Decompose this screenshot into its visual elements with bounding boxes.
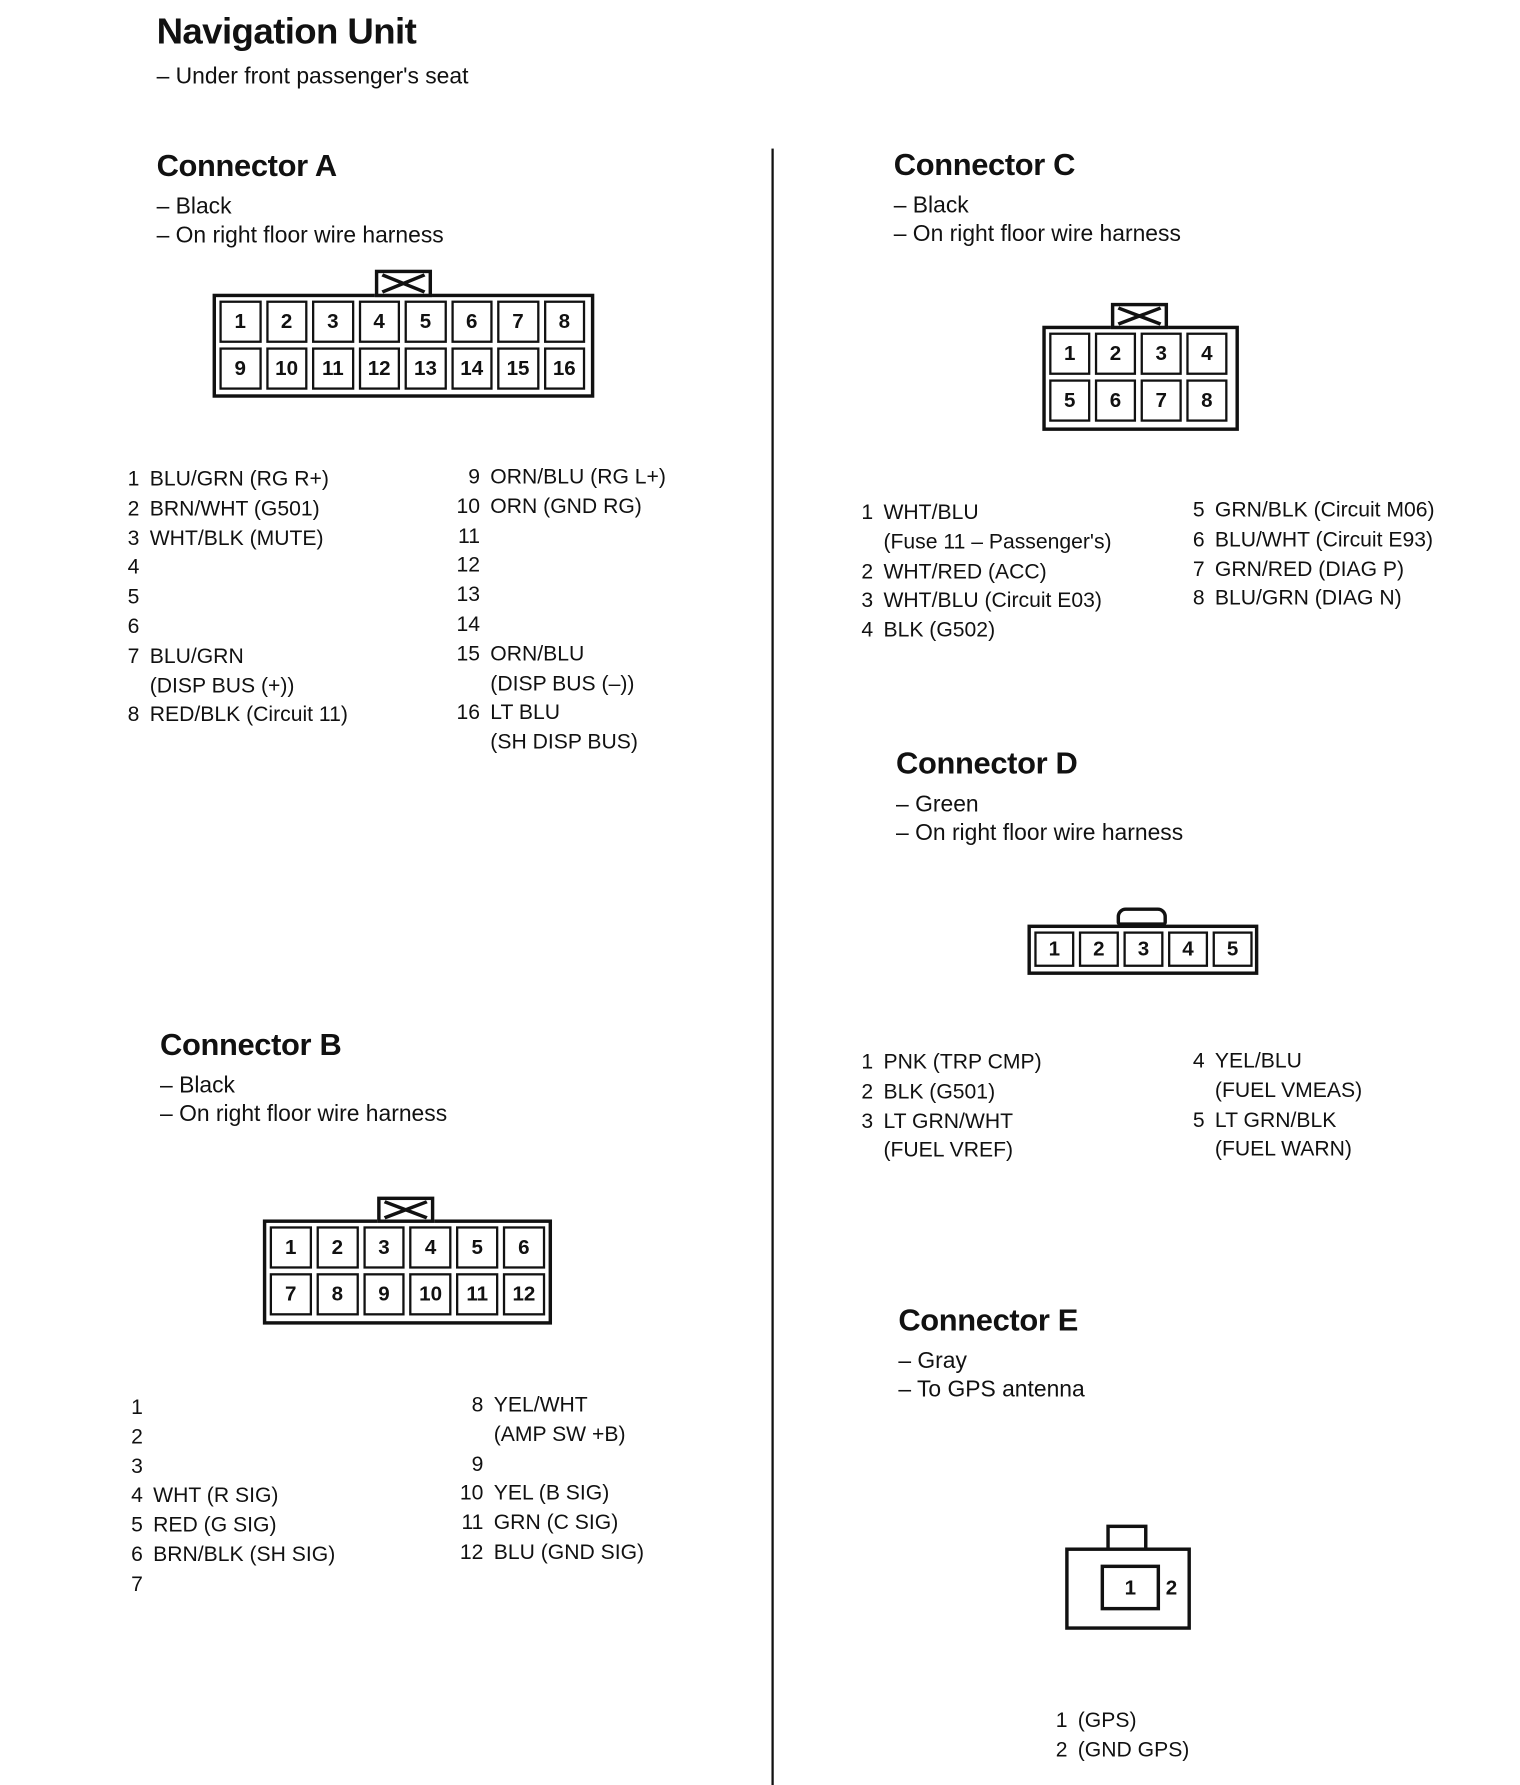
connector-c-pins-left <box>848 497 1112 644</box>
pin-wire: GRN (C SIG) <box>493 1509 619 1534</box>
connector-cell: 1 <box>270 1226 312 1268</box>
connector-cell: 11 <box>456 1273 498 1315</box>
pin-wire: PNK (TRP CMP) <box>883 1049 1042 1074</box>
pin-wire: BLU (GND SIG) <box>493 1539 645 1564</box>
pin-row <box>458 1478 644 1507</box>
latch-icon <box>1111 303 1168 329</box>
pin-number: 8 <box>127 702 140 727</box>
pin-number: 1 <box>131 1394 143 1419</box>
connector-d-diagram <box>1027 925 1258 975</box>
pin-number: 10 <box>456 493 481 518</box>
pin-number: 7 <box>131 1571 143 1596</box>
pin-row <box>1179 524 1434 553</box>
pin-row <box>455 462 666 491</box>
pin-row <box>118 1569 336 1598</box>
pin-number: 12 <box>456 552 481 577</box>
connector-cell: 11 <box>312 347 354 389</box>
connector-a-color: – Black <box>156 194 232 220</box>
connector-cell: 4 <box>358 301 400 343</box>
pin-row <box>1179 583 1434 612</box>
pin-wire: WHT/BLK (MUTE) <box>149 525 324 550</box>
pin-number: 8 <box>1192 585 1205 610</box>
pin-number: 9 <box>468 464 481 489</box>
connector-a-pins-left <box>114 464 348 729</box>
pin-number: 2 <box>861 1078 874 1103</box>
connector-cell: 9 <box>363 1273 405 1315</box>
pin-number: 1 <box>861 1049 874 1074</box>
connector-cell: 5 <box>405 301 447 343</box>
pin-row <box>118 1451 336 1480</box>
pin-row <box>114 552 348 581</box>
pin-wire: RED/BLK (Circuit 11) <box>149 702 348 727</box>
pin-row <box>455 580 666 609</box>
pin-number: 4 <box>127 554 140 579</box>
pin-wire: LT BLU (SH DISP BUS) <box>490 699 638 754</box>
pin-number: 2 <box>131 1423 143 1448</box>
pin-wire: BLU/GRN (DISP BUS (+)) <box>149 643 295 697</box>
pin-number: 5 <box>1192 497 1205 522</box>
pin-wire: BLK (G501) <box>883 1078 996 1103</box>
connector-cell: 16 <box>543 347 585 389</box>
connector-cell: 14 <box>451 347 493 389</box>
connector-cell: 2 <box>266 301 308 343</box>
connector-cell: 15 <box>497 347 539 389</box>
connector-cell: 2 <box>1095 333 1136 375</box>
pin-number: 6 <box>131 1541 143 1566</box>
connector-cell: 5 <box>456 1226 498 1268</box>
connector-cell: 3 <box>363 1226 405 1268</box>
pin-number: 3 <box>861 587 874 612</box>
connector-cell: 5 <box>1213 931 1253 966</box>
pin-number: 16 <box>456 699 481 724</box>
pin-wire: WHT (R SIG) <box>153 1482 279 1507</box>
connector-a-location: – On right floor wire harness <box>156 222 444 249</box>
connector-b-pins-left <box>118 1392 336 1598</box>
connector-cell: 3 <box>1141 333 1182 375</box>
pin-row <box>1179 554 1434 583</box>
connector-b-location: – On right floor wire harness <box>160 1101 448 1127</box>
connector-a-pins-right <box>455 462 666 757</box>
connector-b-pins-right <box>458 1390 644 1567</box>
connector-d-pins-right <box>1179 1046 1362 1164</box>
pin-row <box>118 1539 336 1568</box>
pin-row <box>114 611 348 640</box>
pin-wire: WHT/BLU (Fuse 11 – Passenger's) <box>883 499 1112 553</box>
pin-row <box>118 1481 336 1510</box>
connector-cell: 12 <box>358 347 400 389</box>
pin-row <box>118 1392 336 1421</box>
connector-cell: 2 <box>1165 1576 1178 1599</box>
pin-number: 14 <box>456 611 481 636</box>
connector-cell: 10 <box>266 347 308 389</box>
connector-e-heading: Connector E <box>898 1302 1079 1338</box>
pin-row <box>848 556 1112 585</box>
connector-b-heading: Connector B <box>160 1027 342 1062</box>
connector-cell: 6 <box>1095 379 1136 421</box>
pin-row <box>455 550 666 579</box>
pin-number: 7 <box>127 643 140 668</box>
pin-number: 13 <box>456 581 481 606</box>
pin-number: 6 <box>127 613 140 638</box>
pin-wire: WHT/RED (ACC) <box>883 558 1047 583</box>
pin-number: 4 <box>1192 1048 1205 1073</box>
connector-d-pins-left <box>848 1047 1042 1165</box>
pin-wire: YEL/BLU (FUEL VMEAS) <box>1214 1048 1363 1102</box>
pin-number: 3 <box>127 525 140 550</box>
pin-number: 10 <box>459 1480 484 1505</box>
pin-number: 11 <box>461 1509 484 1534</box>
pin-row <box>458 1449 644 1478</box>
connector-cell: 1 <box>1034 931 1074 966</box>
connector-c-color: – Black <box>893 193 969 219</box>
pin-number: 5 <box>131 1512 143 1537</box>
latch-icon <box>377 1197 434 1223</box>
connector-cell: 1 <box>219 301 261 343</box>
pin-number: 2 <box>861 558 874 583</box>
pin-row <box>848 1106 1042 1165</box>
connector-e-diagram <box>1065 1547 1191 1629</box>
connector-cell: 13 <box>405 347 447 389</box>
pin-number: 4 <box>861 617 874 642</box>
pin-number: 1 <box>127 466 140 491</box>
connector-cell: 4 <box>1168 931 1208 966</box>
latch-icon <box>1117 907 1167 925</box>
pin-number: 4 <box>131 1482 143 1507</box>
connector-cell: 6 <box>451 301 493 343</box>
pin-row <box>458 1537 644 1566</box>
pin-wire: ORN/BLU (DISP BUS (–)) <box>490 640 635 695</box>
pin-wire: YEL (B SIG) <box>493 1480 610 1505</box>
connector-c-location: – On right floor wire harness <box>893 221 1181 247</box>
pin-number: 2 <box>127 495 140 520</box>
pin-row <box>848 586 1112 615</box>
pin-number: 3 <box>861 1108 874 1133</box>
pin-number: 1 <box>861 499 874 524</box>
pin-number: 7 <box>1192 556 1205 581</box>
connector-d-color: – Green <box>896 792 979 818</box>
pin-row <box>1042 1705 1189 1734</box>
connector-e-pins <box>1042 1705 1189 1764</box>
connector-cell: 4 <box>410 1226 452 1268</box>
pin-wire: RED (G SIG) <box>153 1512 277 1537</box>
pin-row <box>848 497 1112 556</box>
connector-c-diagram <box>1042 326 1239 431</box>
pin-row <box>114 464 348 493</box>
pin-row <box>848 1076 1042 1105</box>
connector-cell: 8 <box>543 301 585 343</box>
page-title: Navigation Unit <box>156 10 417 52</box>
pin-wire: BLU/GRN (DIAG N) <box>1214 585 1402 610</box>
pin-wire: (GPS) <box>1077 1707 1137 1732</box>
pin-row <box>455 609 666 638</box>
pin-wire: BRN/WHT (G501) <box>149 495 320 520</box>
pin-row <box>1042 1735 1189 1764</box>
connector-c-pins-right <box>1179 495 1434 613</box>
page-subtitle: – Under front passenger's seat <box>156 64 469 90</box>
connector-cell: 1 <box>1101 1565 1160 1611</box>
pin-row <box>1179 495 1434 524</box>
connector-d-heading: Connector D <box>896 746 1078 781</box>
connector-cell: 9 <box>219 347 261 389</box>
pin-wire: BLU/GRN (RG R+) <box>149 466 329 491</box>
connector-cell: 2 <box>316 1226 358 1268</box>
pin-wire: ORN (GND RG) <box>490 493 642 518</box>
latch-icon <box>375 270 432 297</box>
connector-b-diagram <box>263 1219 552 1324</box>
pin-row <box>1179 1046 1362 1105</box>
connector-cell: 4 <box>1186 333 1227 375</box>
pin-wire: LT GRN/BLK (FUEL WARN) <box>1214 1107 1352 1161</box>
pin-row <box>455 491 666 520</box>
pin-number: 9 <box>471 1451 484 1476</box>
pin-row <box>458 1508 644 1537</box>
pin-number: 11 <box>458 522 481 547</box>
pin-wire: BLK (G502) <box>883 617 996 642</box>
connector-a-diagram <box>213 294 595 398</box>
pin-number: 12 <box>459 1539 484 1564</box>
connector-cell: 7 <box>497 301 539 343</box>
pin-row <box>114 641 348 700</box>
pin-row <box>458 1390 644 1449</box>
connector-d-location: – On right floor wire harness <box>896 820 1184 846</box>
connector-cell: 10 <box>410 1273 452 1315</box>
pin-number: 3 <box>131 1453 143 1478</box>
connector-cell: 1 <box>1049 333 1090 375</box>
pin-wire: GRN/BLK (Circuit M06) <box>1214 497 1435 522</box>
pin-row <box>118 1510 336 1539</box>
pin-number: 5 <box>127 584 140 609</box>
pin-row <box>1179 1105 1362 1164</box>
connector-cell: 3 <box>1123 931 1163 966</box>
pin-number: 2 <box>1055 1736 1068 1761</box>
connector-cell: 6 <box>503 1226 545 1268</box>
connector-cell: 7 <box>270 1273 312 1315</box>
pin-wire: BLU/WHT (Circuit E93) <box>1214 526 1434 551</box>
pin-wire: GRN/RED (DIAG P) <box>1214 556 1405 581</box>
connector-cell: 12 <box>503 1273 545 1315</box>
connector-cell: 2 <box>1079 931 1119 966</box>
pin-row <box>455 521 666 550</box>
connector-cell: 3 <box>312 301 354 343</box>
pin-row <box>848 615 1112 644</box>
pin-number: 8 <box>471 1392 484 1417</box>
pin-wire: LT GRN/WHT (FUEL VREF) <box>883 1108 1014 1162</box>
pin-row <box>455 698 666 757</box>
pin-number: 1 <box>1055 1707 1068 1732</box>
pin-row <box>455 639 666 698</box>
pin-number: 5 <box>1192 1107 1205 1132</box>
pin-wire: YEL/WHT (AMP SW +B) <box>493 1392 626 1446</box>
pin-wire: (GND GPS) <box>1077 1736 1190 1761</box>
connector-cell: 8 <box>316 1273 358 1315</box>
pin-row <box>848 1047 1042 1076</box>
connector-a-heading: Connector A <box>156 148 337 183</box>
column-divider <box>771 149 773 1785</box>
connector-b-color: – Black <box>160 1073 235 1099</box>
pin-row <box>114 494 348 523</box>
connector-cell: 8 <box>1186 379 1227 421</box>
pin-wire: BRN/BLK (SH SIG) <box>153 1541 336 1566</box>
pin-number: 15 <box>456 640 481 665</box>
pin-row <box>118 1422 336 1451</box>
pin-row <box>114 700 348 729</box>
pin-row <box>114 523 348 552</box>
connector-cell: 5 <box>1049 379 1090 421</box>
pin-row <box>114 582 348 611</box>
pin-wire: WHT/BLU (Circuit E03) <box>883 587 1102 612</box>
connector-cell: 7 <box>1141 379 1182 421</box>
connector-e-location: – To GPS antenna <box>898 1377 1085 1403</box>
pin-number: 6 <box>1192 526 1205 551</box>
connector-c-heading: Connector C <box>893 147 1076 182</box>
pin-wire: ORN/BLU (RG L+) <box>490 464 666 489</box>
connector-e-color: – Gray <box>898 1348 967 1374</box>
